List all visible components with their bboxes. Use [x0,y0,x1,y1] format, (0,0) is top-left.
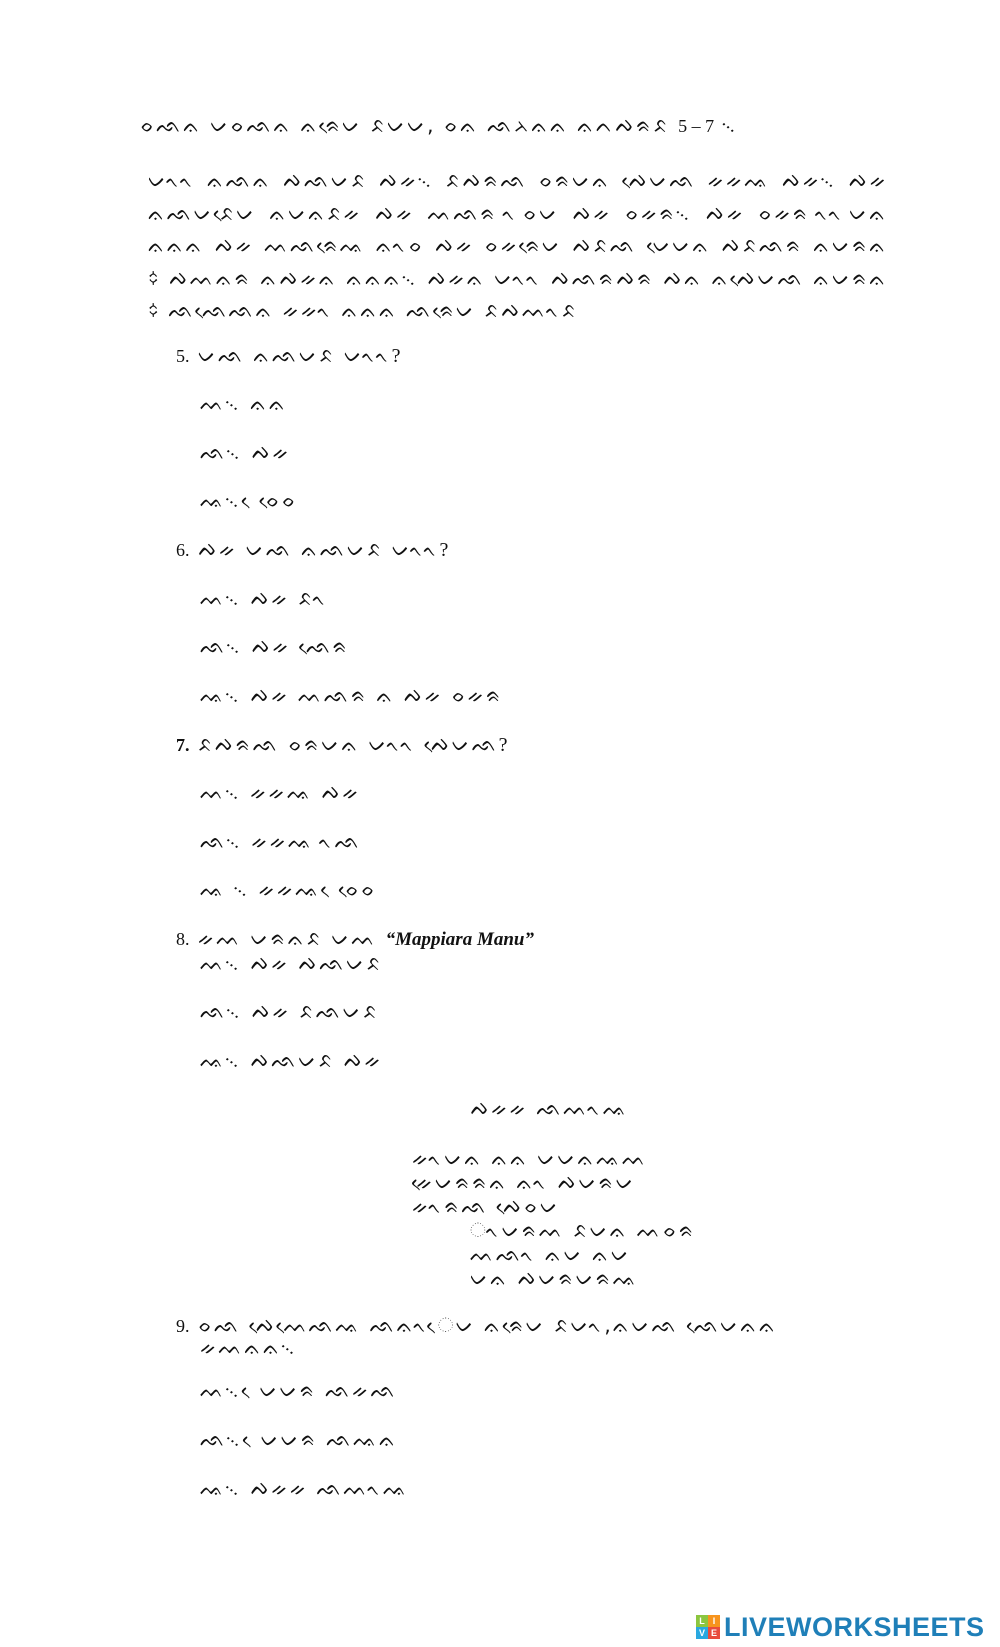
q5-option-b[interactable] [200,439,291,465]
option-letter: ᨒ᨞ [200,829,243,853]
intro-text: ᨔᨒᨊ ᨆᨔᨒᨊ ᨊᨑᨙᨆ ᨅᨆᨆ, ᨔᨊ ᨒᨂᨊᨊ ᨊᨈᨄᨑᨅ [140,113,670,137]
question-number: 7. [176,735,190,755]
option-letter: ᨓ᨞ [200,1378,242,1402]
question-text: ᨀᨓ ᨆᨑᨊᨅ ᨆᨓ [197,926,378,950]
question-text: ᨄᨀ ᨆᨒ ᨊᨒᨆᨅ ᨆᨚᨚ [197,537,440,561]
question-number: 5. [176,346,190,366]
option-text: ᨄᨀ ᨅᨒᨆᨅ [251,999,380,1023]
option-text: ᨄᨀ ᨒᨙᨑ [251,634,350,658]
option-text: ᨄᨀ ᨓᨒᨑ ᨊ ᨄᨀ ᨔᨀᨑ [250,683,504,707]
option-letter: ᨒ᨞ [200,999,243,1023]
q7-option-a[interactable] [200,779,361,805]
q8-option-c[interactable] [200,1047,383,1073]
option-text: ᨄᨀ [251,440,291,464]
option-text: ᨄᨀᨀ ᨒᨓᨚᨕ [250,1476,409,1500]
poem-line: ᨀᨚᨑᨒ ᨄᨙᨔᨆ [412,1194,560,1218]
option-letter: ᨓ᨞ [200,951,242,975]
option-text: ᨄᨀ ᨅᨚ [250,586,329,610]
option-letter: ᨓ᨞ [200,586,242,610]
q8-option-a[interactable] [200,950,383,976]
question-mark: ? [498,734,508,756]
liveworksheets-logo[interactable] [696,1612,985,1642]
poem-line: ᨚᨆᨑᨓ ᨅᨆᨊ ᨓᨔᨑ [470,1218,696,1242]
option-text: ᨙᨆᨆᨑ ᨒᨕᨊ [260,1427,398,1451]
liveworksheets-logo-icon [696,1615,720,1639]
option-letter: ᨕ᨞ [200,1476,242,1500]
intro-range: 5 – 7 [678,116,715,136]
question-mark: ? [439,539,449,561]
poem-line: ᨆᨊ ᨄᨆᨑᨆᨑᨕ [470,1266,639,1290]
logo-mark-letter: E [708,1627,720,1639]
question-6 [176,536,448,563]
q6-option-c[interactable] [200,682,503,708]
question-8 [176,925,534,953]
question-number: 9. [176,1316,190,1336]
logo-mark-letter: L [696,1615,708,1627]
option-letter: ᨓ᨞ [200,780,242,804]
poem-line: ᨓᨒᨚ ᨊᨆ ᨊᨆ [470,1242,631,1266]
option-text: ᨀᨀᨕ ᨙᨔᨙᨔ [258,877,377,901]
liveworksheets-logo-text: LIVEWORKSHEETS [724,1611,985,1642]
q9-option-c[interactable] [200,1475,409,1501]
option-letter: ᨕ ᨞ [200,877,251,901]
poem-line: ᨀᨙᨆᨑᨑᨊ ᨊᨚ ᨄᨆᨑᨆ [412,1170,636,1194]
reading-paragraph: ᨆᨚᨚ ᨊᨒᨊ ᨄᨒᨆᨅ ᨄᨀ᨞ ᨅᨄᨑᨒ ᨔᨑᨆᨊ ᨄᨙᨆᨒ ᨀᨀᨕ ᨄᨀ᨞ ᨄᨀ ᨊᨒᨆᨅᨙᨆ ᨊᨆᨊᨅᨀ ᨄᨀ ᨓᨒᨑ ᨚᨔᨆ ᨄᨀ ᨔᨀᨑ᨞ ᨄᨀ ᨔᨀᨑ ᨚᨚᨆᨊ ᨊᨊᨊ ᨄᨀ ᨓᨒᨑᨙᨕ ᨊᨚᨔ ᨄᨀ ᨔᨀᨑᨙᨆ ᨄᨅᨒ ᨆᨙᨆᨊ ᨄᨅᨒᨑ ᨊᨆᨑᨊ ᨟ ᨄᨓᨊᨑ ᨊᨄᨀᨊ ᨊᨊᨊ᨞ ᨄᨀᨊ ᨆᨚᨚ ᨄᨒᨑᨄᨑ ᨄᨊ ᨊᨄᨙᨆᨒ ᨊᨆᨑᨊ ᨟ ᨒᨒᨙᨒᨊ ᨀᨀᨚ ᨊᨊᨊ ᨒᨑᨙᨆ ᨅᨄᨓᨚᨅ [148,168,888,322]
question-latin-term: “Mappiara Manu” [385,929,534,950]
option-text: ᨙᨆᨆᨑ ᨒᨀᨒ [259,1378,398,1402]
q6-option-a[interactable] [200,585,328,611]
option-text: ᨀᨀᨕ ᨚᨒ [251,829,362,853]
logo-mark-letter: I [708,1615,720,1627]
intro-end: ᨞ [722,113,739,137]
option-letter: ᨕ᨞ [200,488,242,512]
q8-option-b[interactable] [200,998,379,1024]
intro-line [140,112,738,139]
question-7 [176,731,508,758]
option-text: ᨀᨀᨕ ᨄᨀ [250,780,361,804]
q7-option-c[interactable] [200,876,377,902]
q6-option-b[interactable] [200,633,350,659]
option-text: ᨊᨊ [250,391,288,415]
question-text: ᨆᨒ ᨊᨒᨆᨅ ᨆᨚᨚ [197,343,392,367]
question-number: 8. [176,929,190,949]
question-text: ᨅᨄᨑᨒ ᨔᨑᨆᨊ ᨆᨚᨚ ᨄᨙᨆᨒ [197,732,499,756]
poem-line: ᨀᨚᨆᨊ ᨊᨊ ᨆᨆᨊᨕᨓ [412,1146,648,1170]
logo-mark-letter: V [696,1627,708,1639]
q9-option-b[interactable] [200,1426,398,1452]
option-letter: ᨒ᨞ [200,440,243,464]
q9-option-a[interactable] [200,1377,397,1403]
question-9-continued: ᨀᨓᨊᨊ᨞ [200,1335,298,1359]
poem-title: ᨄᨀᨀ ᨒᨓᨚᨕ [470,1096,629,1120]
q5-option-c[interactable] [200,487,298,513]
option-text: ᨄᨀ ᨄᨒᨆᨅ [250,951,383,975]
option-letter: ᨒ᨞ [200,1427,243,1451]
option-letter: ᨕ᨞ [200,1048,242,1072]
question-text: ᨔᨒ ᨄᨙᨓᨙᨒᨕ ᨒᨊᨚᨙᨆ ᨊᨑᨙᨆ ᨅᨆᨚ,ᨊᨆᨒ ᨒᨙᨆᨊᨊ [197,1313,778,1337]
option-letter: ᨓ᨞ [200,391,242,415]
option-text: ᨙᨔᨙᨔ [259,488,298,512]
question-mark: ? [391,345,401,367]
option-letter: ᨕ᨞ [200,683,242,707]
question-5 [176,342,400,369]
q7-option-b[interactable] [200,828,362,854]
q5-option-a[interactable] [200,390,288,416]
option-letter: ᨒ᨞ [200,634,243,658]
question-number: 6. [176,540,190,560]
option-text: ᨄᨒᨆᨅ ᨄᨀ [250,1048,383,1072]
